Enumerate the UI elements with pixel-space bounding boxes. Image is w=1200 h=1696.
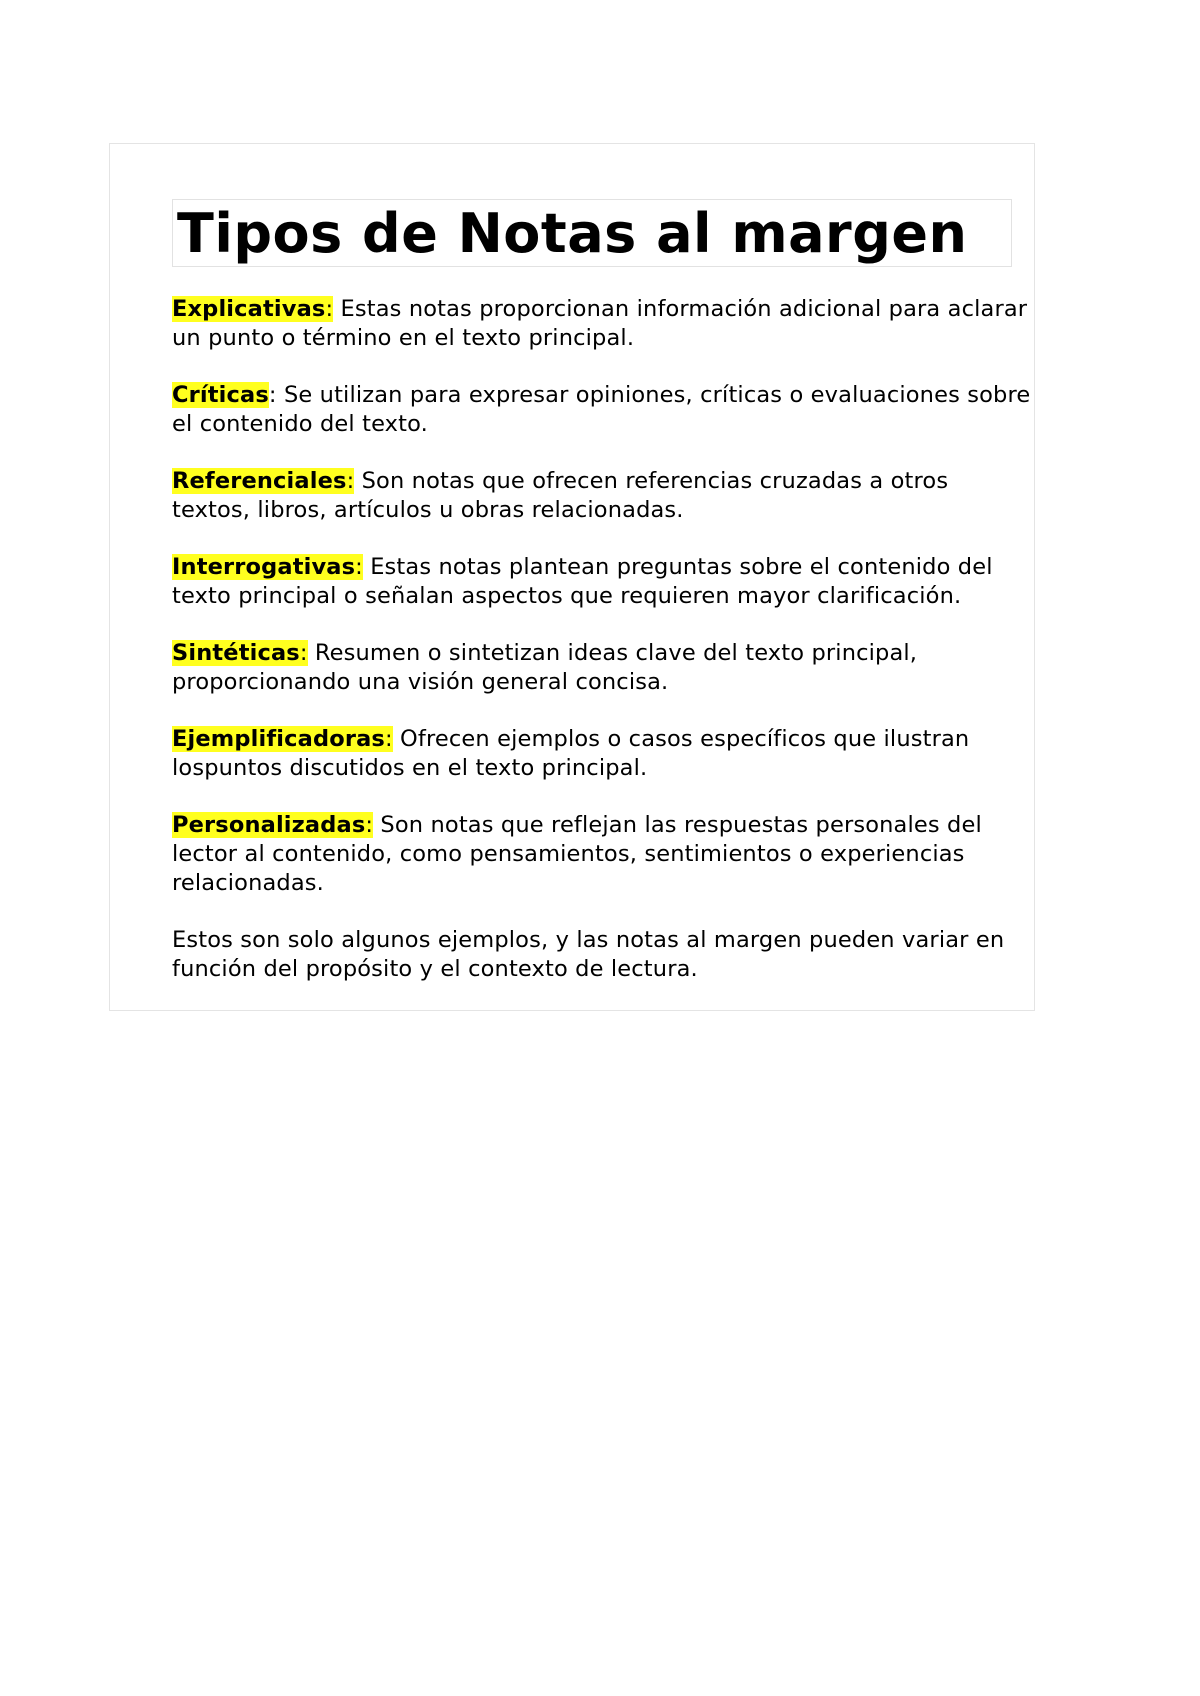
note-interrogativas	[172, 553, 1032, 611]
note-term: Sintéticas	[172, 640, 300, 666]
note-criticas	[172, 381, 1032, 439]
note-text: Son notas que reflejan las respuestas personales del lector al contenido, como pensamientos, sentimientos o experiencias relacionadas.	[172, 812, 982, 896]
note-term: Ejemplificadoras	[172, 726, 385, 752]
note-text: Estas notas plantean preguntas sobre el contenido del texto principal o señalan aspectos que requieren mayor clarificación.	[172, 554, 993, 609]
note-colon: :	[268, 382, 277, 408]
note-personalizadas	[172, 811, 1032, 898]
note-colon: :	[355, 554, 363, 580]
closing-paragraph: Estos son solo algunos ejemplos, y las notas al margen pueden variar en función del propósito y el contexto de lectura.	[172, 927, 1005, 982]
document-content	[172, 199, 1032, 984]
note-colon: :	[346, 468, 355, 494]
note-term: Críticas	[172, 382, 269, 408]
note-term: Explicativas	[172, 296, 326, 322]
note-referenciales	[172, 467, 1032, 525]
note-colon: :	[325, 296, 334, 322]
note-explicativas	[172, 295, 1032, 353]
note-text: Resumen o sintetizan ideas clave del texto principal, proporcionando una visión general concisa.	[172, 640, 918, 695]
note-text: Se utilizan para expresar opiniones, críticas o evaluaciones sobre el contenido del texto.	[172, 382, 1031, 437]
note-ejemplificadoras	[172, 725, 1032, 783]
note-colon: :	[299, 640, 308, 666]
note-colon: :	[365, 812, 374, 838]
note-term: Interrogativas	[172, 554, 356, 580]
note-term: Referenciales	[172, 468, 347, 494]
note-sinteticas	[172, 639, 1032, 697]
note-text: Ofrecen ejemplos o casos específicos que ilustran lospuntos discutidos en el texto principal.	[172, 726, 970, 781]
note-text: Son notas que ofrecen referencias cruzadas a otros textos, libros, artículos u obras relacionadas.	[172, 468, 949, 523]
page-title: Tipos de Notas al margen	[177, 202, 968, 265]
note-colon: :	[384, 726, 393, 752]
title-box	[172, 199, 1012, 267]
note-text: Estas notas proporcionan información adicional para aclarar un punto o término en el texto principal.	[172, 296, 1028, 351]
note-term: Personalizadas	[172, 812, 366, 838]
